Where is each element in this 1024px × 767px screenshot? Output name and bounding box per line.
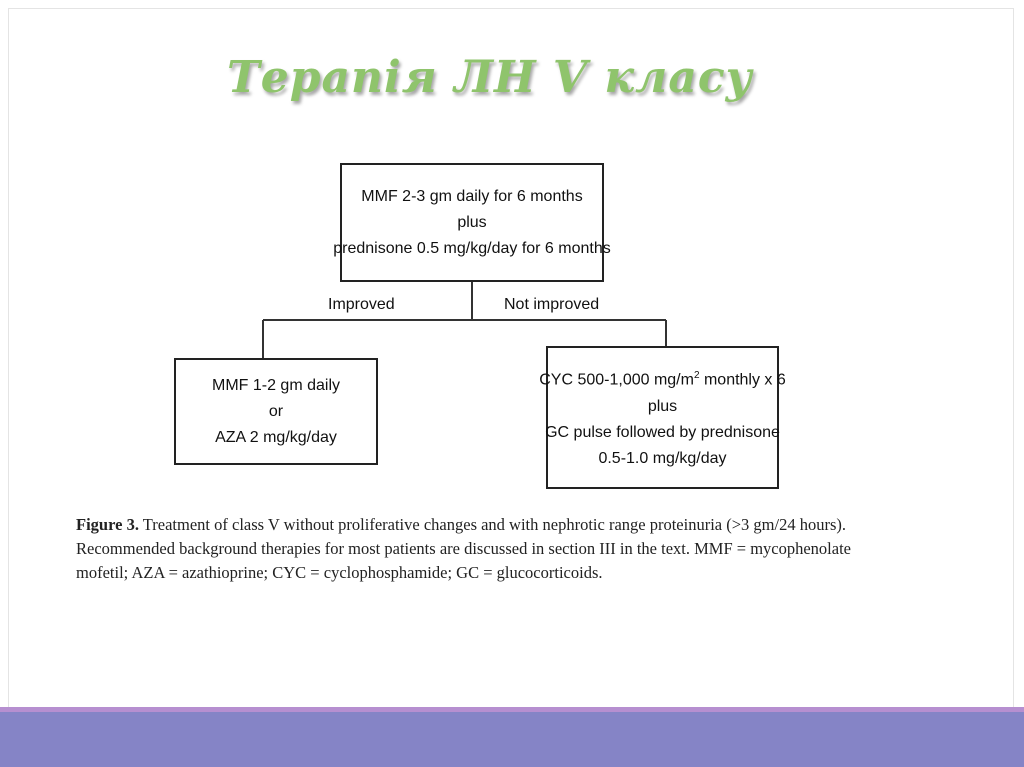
cyc-dose-suffix: monthly x 6 xyxy=(699,371,786,389)
slide-frame xyxy=(8,8,1014,708)
box-line: GC pulse followed by prednisone xyxy=(545,423,780,441)
box-line: 0.5-1.0 mg/kg/day xyxy=(598,449,727,467)
box-line: prednisone 0.5 mg/kg/day for 6 months xyxy=(333,239,611,257)
footer-bar xyxy=(0,712,1024,767)
slide-title: Терапія ЛН V класу xyxy=(227,52,753,103)
caption-label: Figure 3. xyxy=(76,515,139,534)
maintenance-therapy-box xyxy=(174,358,378,465)
box-line: MMF 1-2 gm daily xyxy=(211,376,341,394)
cyc-dose-prefix: CYC 500-1,000 mg/m xyxy=(539,371,694,389)
box-line-cyc xyxy=(539,363,786,393)
branch-label-not-improved: Not improved xyxy=(504,296,600,313)
box-line: or xyxy=(268,402,284,420)
box-line: MMF 2-3 gm daily for 6 months xyxy=(361,187,583,205)
initial-therapy-box xyxy=(333,163,611,282)
alternative-therapy-box xyxy=(539,346,786,489)
box-line: plus xyxy=(647,397,678,415)
box-line: AZA 2 mg/kg/day xyxy=(215,428,337,446)
caption-text: Treatment of class V without proliferative changes and with nephrotic range proteinuria (>3 gm/24 hours). Recommended background therapies for most patients are discussed in section III in the text. MMF = mycophenolate mofetil; AZA = azathioprine; CYC = cyclophosphamide; GC = glucocorticoids. xyxy=(76,515,851,582)
box-line: plus xyxy=(457,213,487,231)
cyc-dose-superscript: 2 xyxy=(693,370,700,382)
figure-caption xyxy=(76,513,896,585)
branch-label-improved: Improved xyxy=(328,296,395,313)
